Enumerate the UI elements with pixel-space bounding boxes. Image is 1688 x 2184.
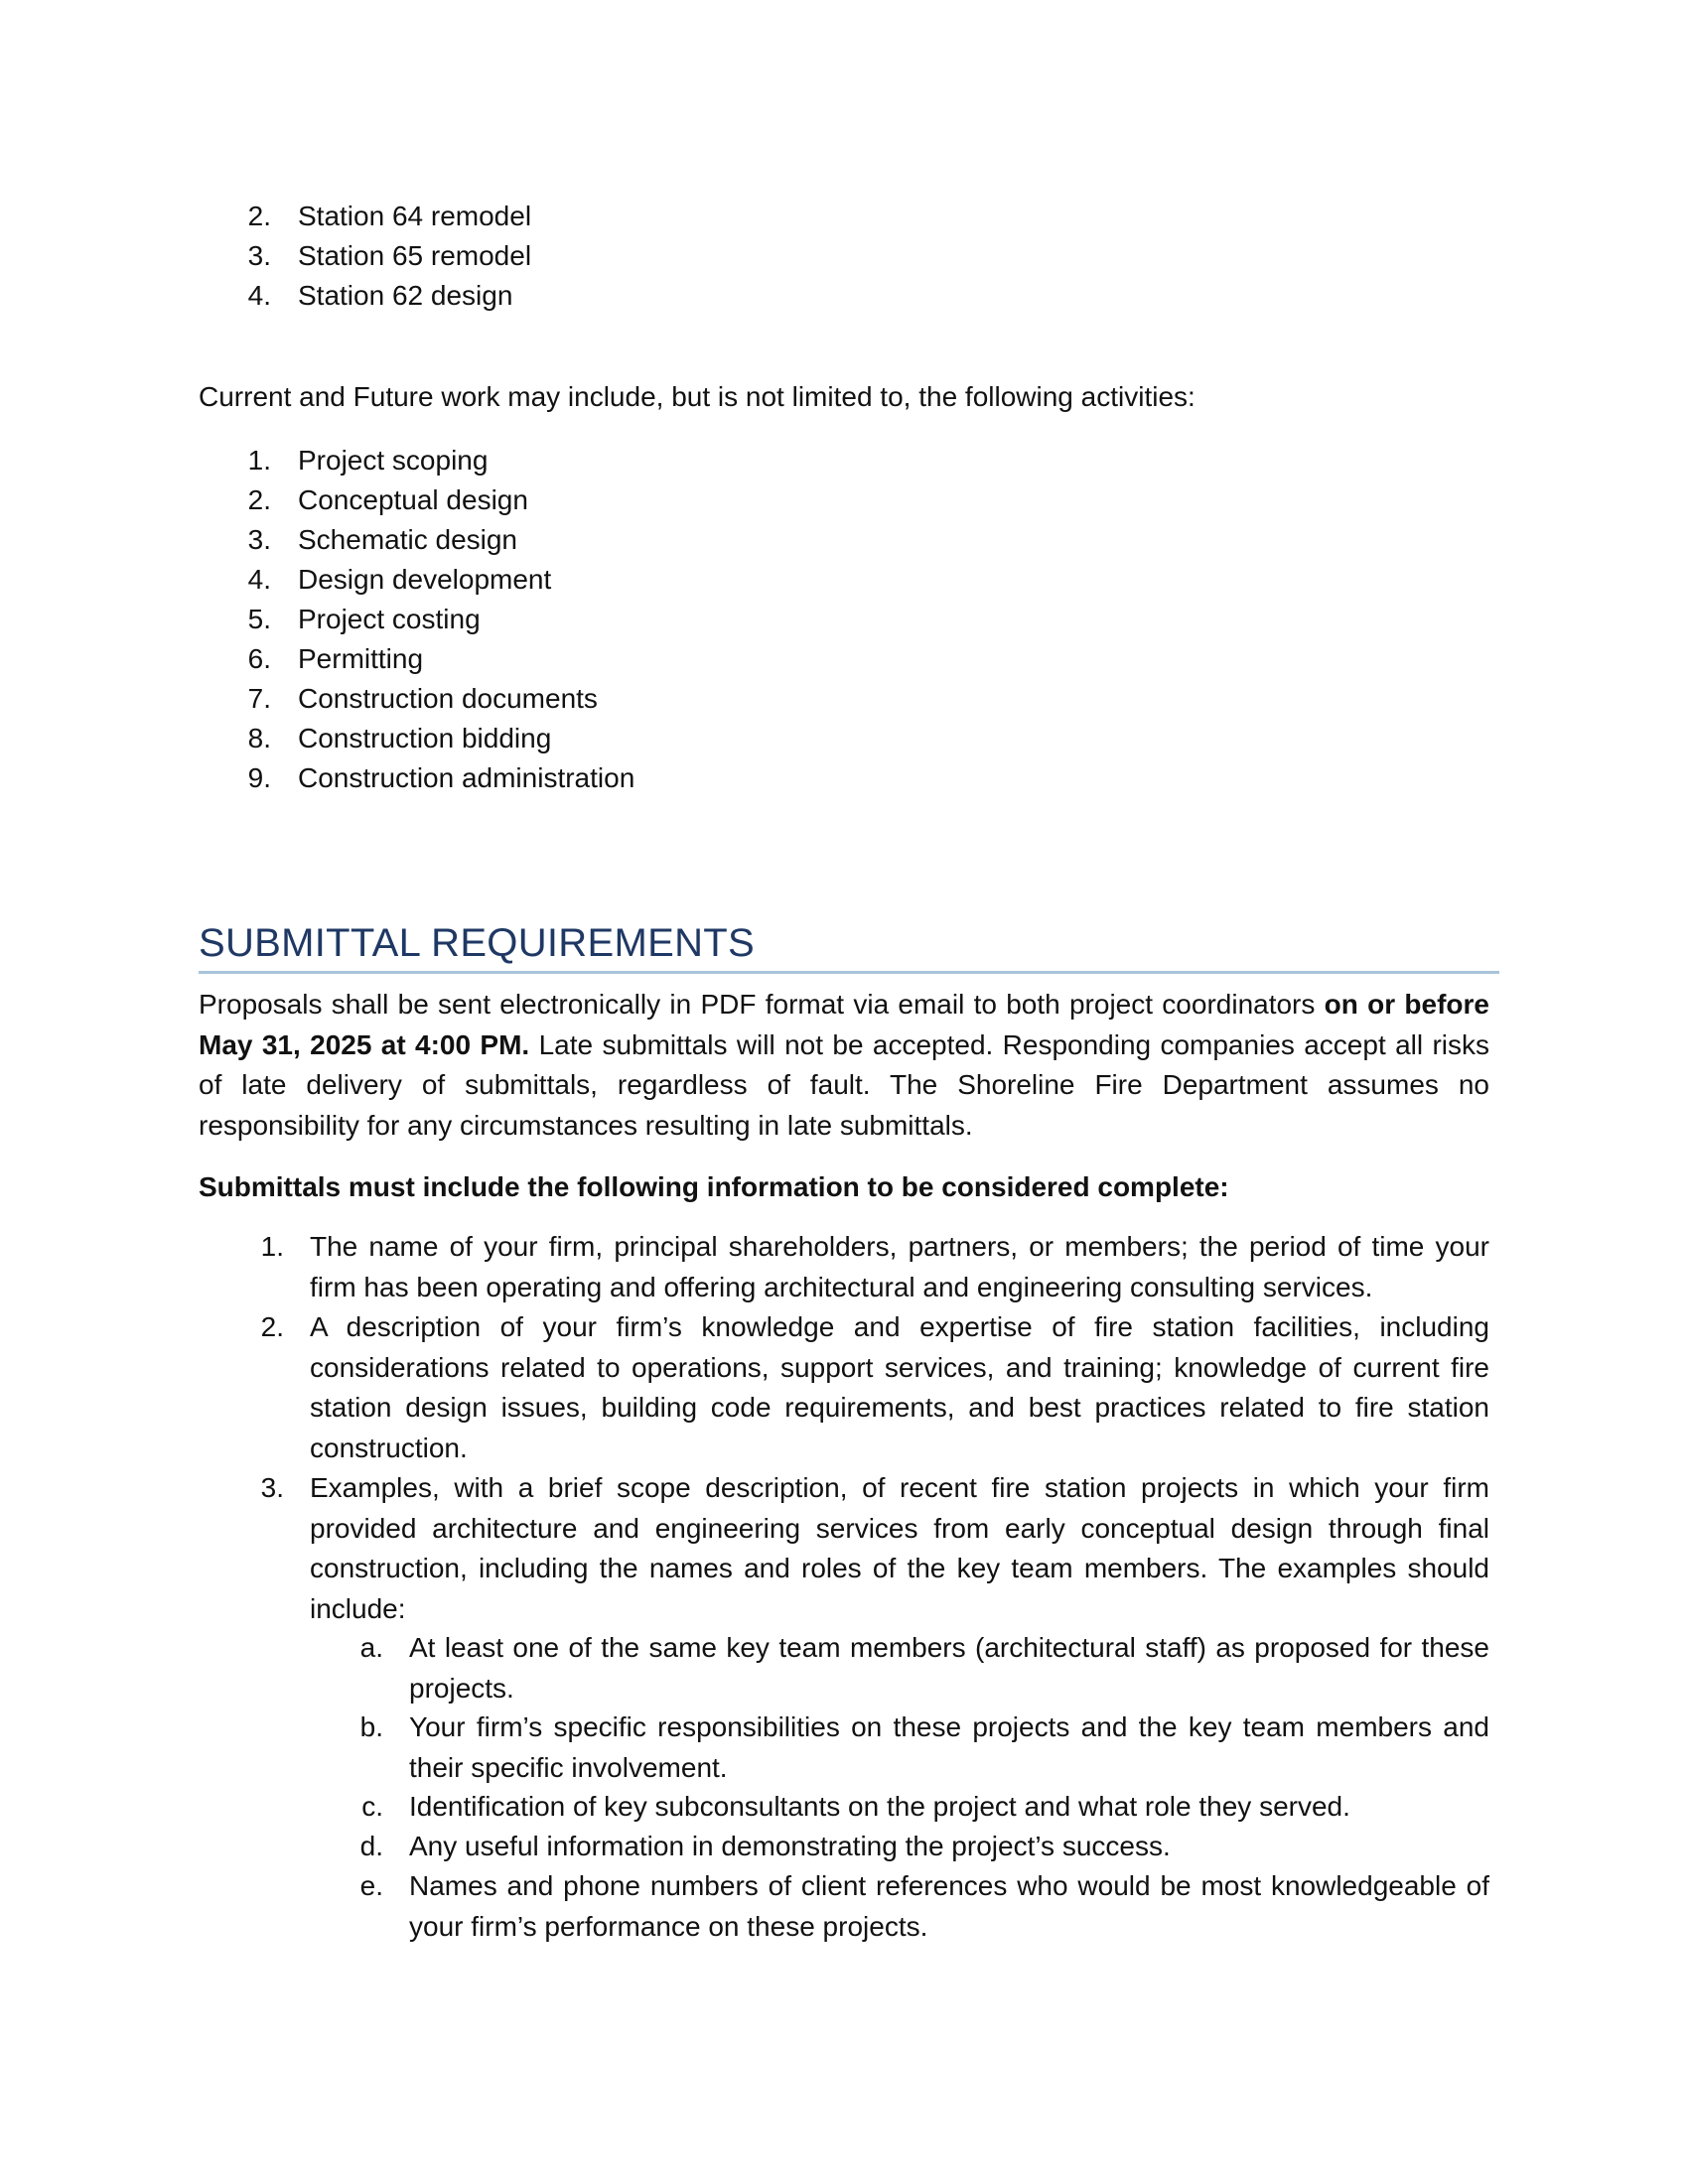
activity-item bbox=[238, 441, 488, 481]
list-text: Construction bidding bbox=[298, 723, 552, 753]
list-text: The name of your firm, principal shareholders, partners, or members; the period of time your firm has been operating and offering architectural and engineering consulting services. bbox=[310, 1231, 1489, 1302]
list-text: Conceptual design bbox=[298, 484, 528, 515]
sub-item-letter: c. bbox=[361, 1791, 383, 1822]
list-text: Project scoping bbox=[298, 445, 489, 476]
activities-intro: Current and Future work may include, but is not limited to, the following activities: bbox=[199, 381, 1196, 412]
sub-item-text: Identification of key subconsultants on the project and what role they served. bbox=[409, 1791, 1350, 1822]
sub-item-text: Names and phone numbers of client references who would be most knowledgeable of your firm’s performance on these projects. bbox=[409, 1870, 1489, 1942]
list-number: 2. bbox=[247, 484, 271, 515]
list-number: 2. bbox=[247, 201, 271, 231]
activity-item bbox=[238, 480, 528, 521]
list-number: 8. bbox=[247, 723, 271, 753]
sub-item-text: At least one of the same key team members (architectural staff) as proposed for these projects. bbox=[409, 1632, 1489, 1704]
list-number: 4. bbox=[247, 280, 271, 311]
list-text: Station 62 design bbox=[298, 280, 513, 311]
list-number: 3. bbox=[260, 1472, 284, 1503]
sub-item-text: Your firm’s specific responsibilities on these projects and the key team members and their specific involvement. bbox=[409, 1711, 1489, 1783]
activity-item bbox=[238, 758, 634, 799]
list-number: 1. bbox=[247, 445, 271, 476]
requirement-item bbox=[246, 1468, 1489, 1629]
list-number: 9. bbox=[247, 762, 271, 793]
list-text: Design development bbox=[298, 564, 552, 595]
list-number: 4. bbox=[247, 564, 271, 595]
activity-item bbox=[238, 639, 423, 680]
sub-item-letter: b. bbox=[359, 1711, 383, 1742]
requirement-item bbox=[246, 1227, 1489, 1307]
requirement-item bbox=[246, 1307, 1489, 1468]
proposal-text-part2: Late submittals will not be accepted. Responding companies accept all risks of late delivery of submittals, regardless of fault. The Shoreline Fire Department assumes no responsibility for any circumstances resulting in late submittals. bbox=[199, 1028, 1490, 1141]
activity-item bbox=[238, 600, 481, 640]
activity-item bbox=[238, 520, 517, 561]
list-text: Construction documents bbox=[298, 683, 598, 714]
sub-item bbox=[338, 1866, 1489, 1947]
sub-item-letter: a. bbox=[359, 1632, 383, 1663]
list-text: Station 64 remodel bbox=[298, 201, 532, 231]
proposal-paragraph bbox=[199, 985, 1489, 1146]
list-item bbox=[238, 276, 512, 317]
sub-item bbox=[338, 1827, 1489, 1867]
list-text: Construction administration bbox=[298, 762, 635, 793]
list-number: 5. bbox=[247, 604, 271, 634]
sub-item bbox=[338, 1628, 1489, 1708]
list-text: Examples, with a brief scope description, of recent fire station projects in which your firm provided architecture and engineering services from early conceptual design through final construction, including the names and roles of the key team members. The examples should include: bbox=[310, 1472, 1489, 1624]
sub-item bbox=[338, 1787, 1489, 1828]
deadline-text: on or before May 31, 2025 at 4:00 PM. bbox=[199, 989, 1489, 1060]
list-number: 1. bbox=[260, 1231, 284, 1262]
activity-item bbox=[238, 719, 551, 759]
list-number: 7. bbox=[247, 683, 271, 714]
list-text: Schematic design bbox=[298, 524, 518, 555]
section-heading: SUBMITTAL REQUIREMENTS bbox=[199, 921, 755, 965]
list-item bbox=[238, 197, 531, 237]
list-number: 2. bbox=[260, 1311, 284, 1342]
requirements-intro: Submittals must include the following information to be considered complete: bbox=[199, 1171, 1229, 1202]
list-number: 3. bbox=[247, 524, 271, 555]
sub-item-letter: e. bbox=[359, 1870, 383, 1901]
proposal-text-part1: Proposals shall be sent electronically in PDF format via email to both project coordinators bbox=[199, 989, 1325, 1020]
activity-item bbox=[238, 560, 551, 601]
sub-item bbox=[338, 1707, 1489, 1788]
list-text: Station 65 remodel bbox=[298, 240, 532, 271]
list-item bbox=[238, 236, 531, 277]
list-number: 3. bbox=[247, 240, 271, 271]
list-text: Permitting bbox=[298, 643, 424, 674]
sub-item-text: Any useful information in demonstrating the project’s success. bbox=[409, 1831, 1171, 1861]
list-text: A description of your firm’s knowledge and expertise of fire station facilities, including considerations related to operations, support services, and training; knowledge of current fire station design issues, building code requirements, and best practices related to fire station construction. bbox=[310, 1311, 1489, 1463]
activity-item bbox=[238, 679, 598, 720]
heading-underline bbox=[199, 971, 1499, 974]
sub-item-letter: d. bbox=[359, 1831, 383, 1861]
list-text: Project costing bbox=[298, 604, 481, 634]
list-number: 6. bbox=[247, 643, 271, 674]
